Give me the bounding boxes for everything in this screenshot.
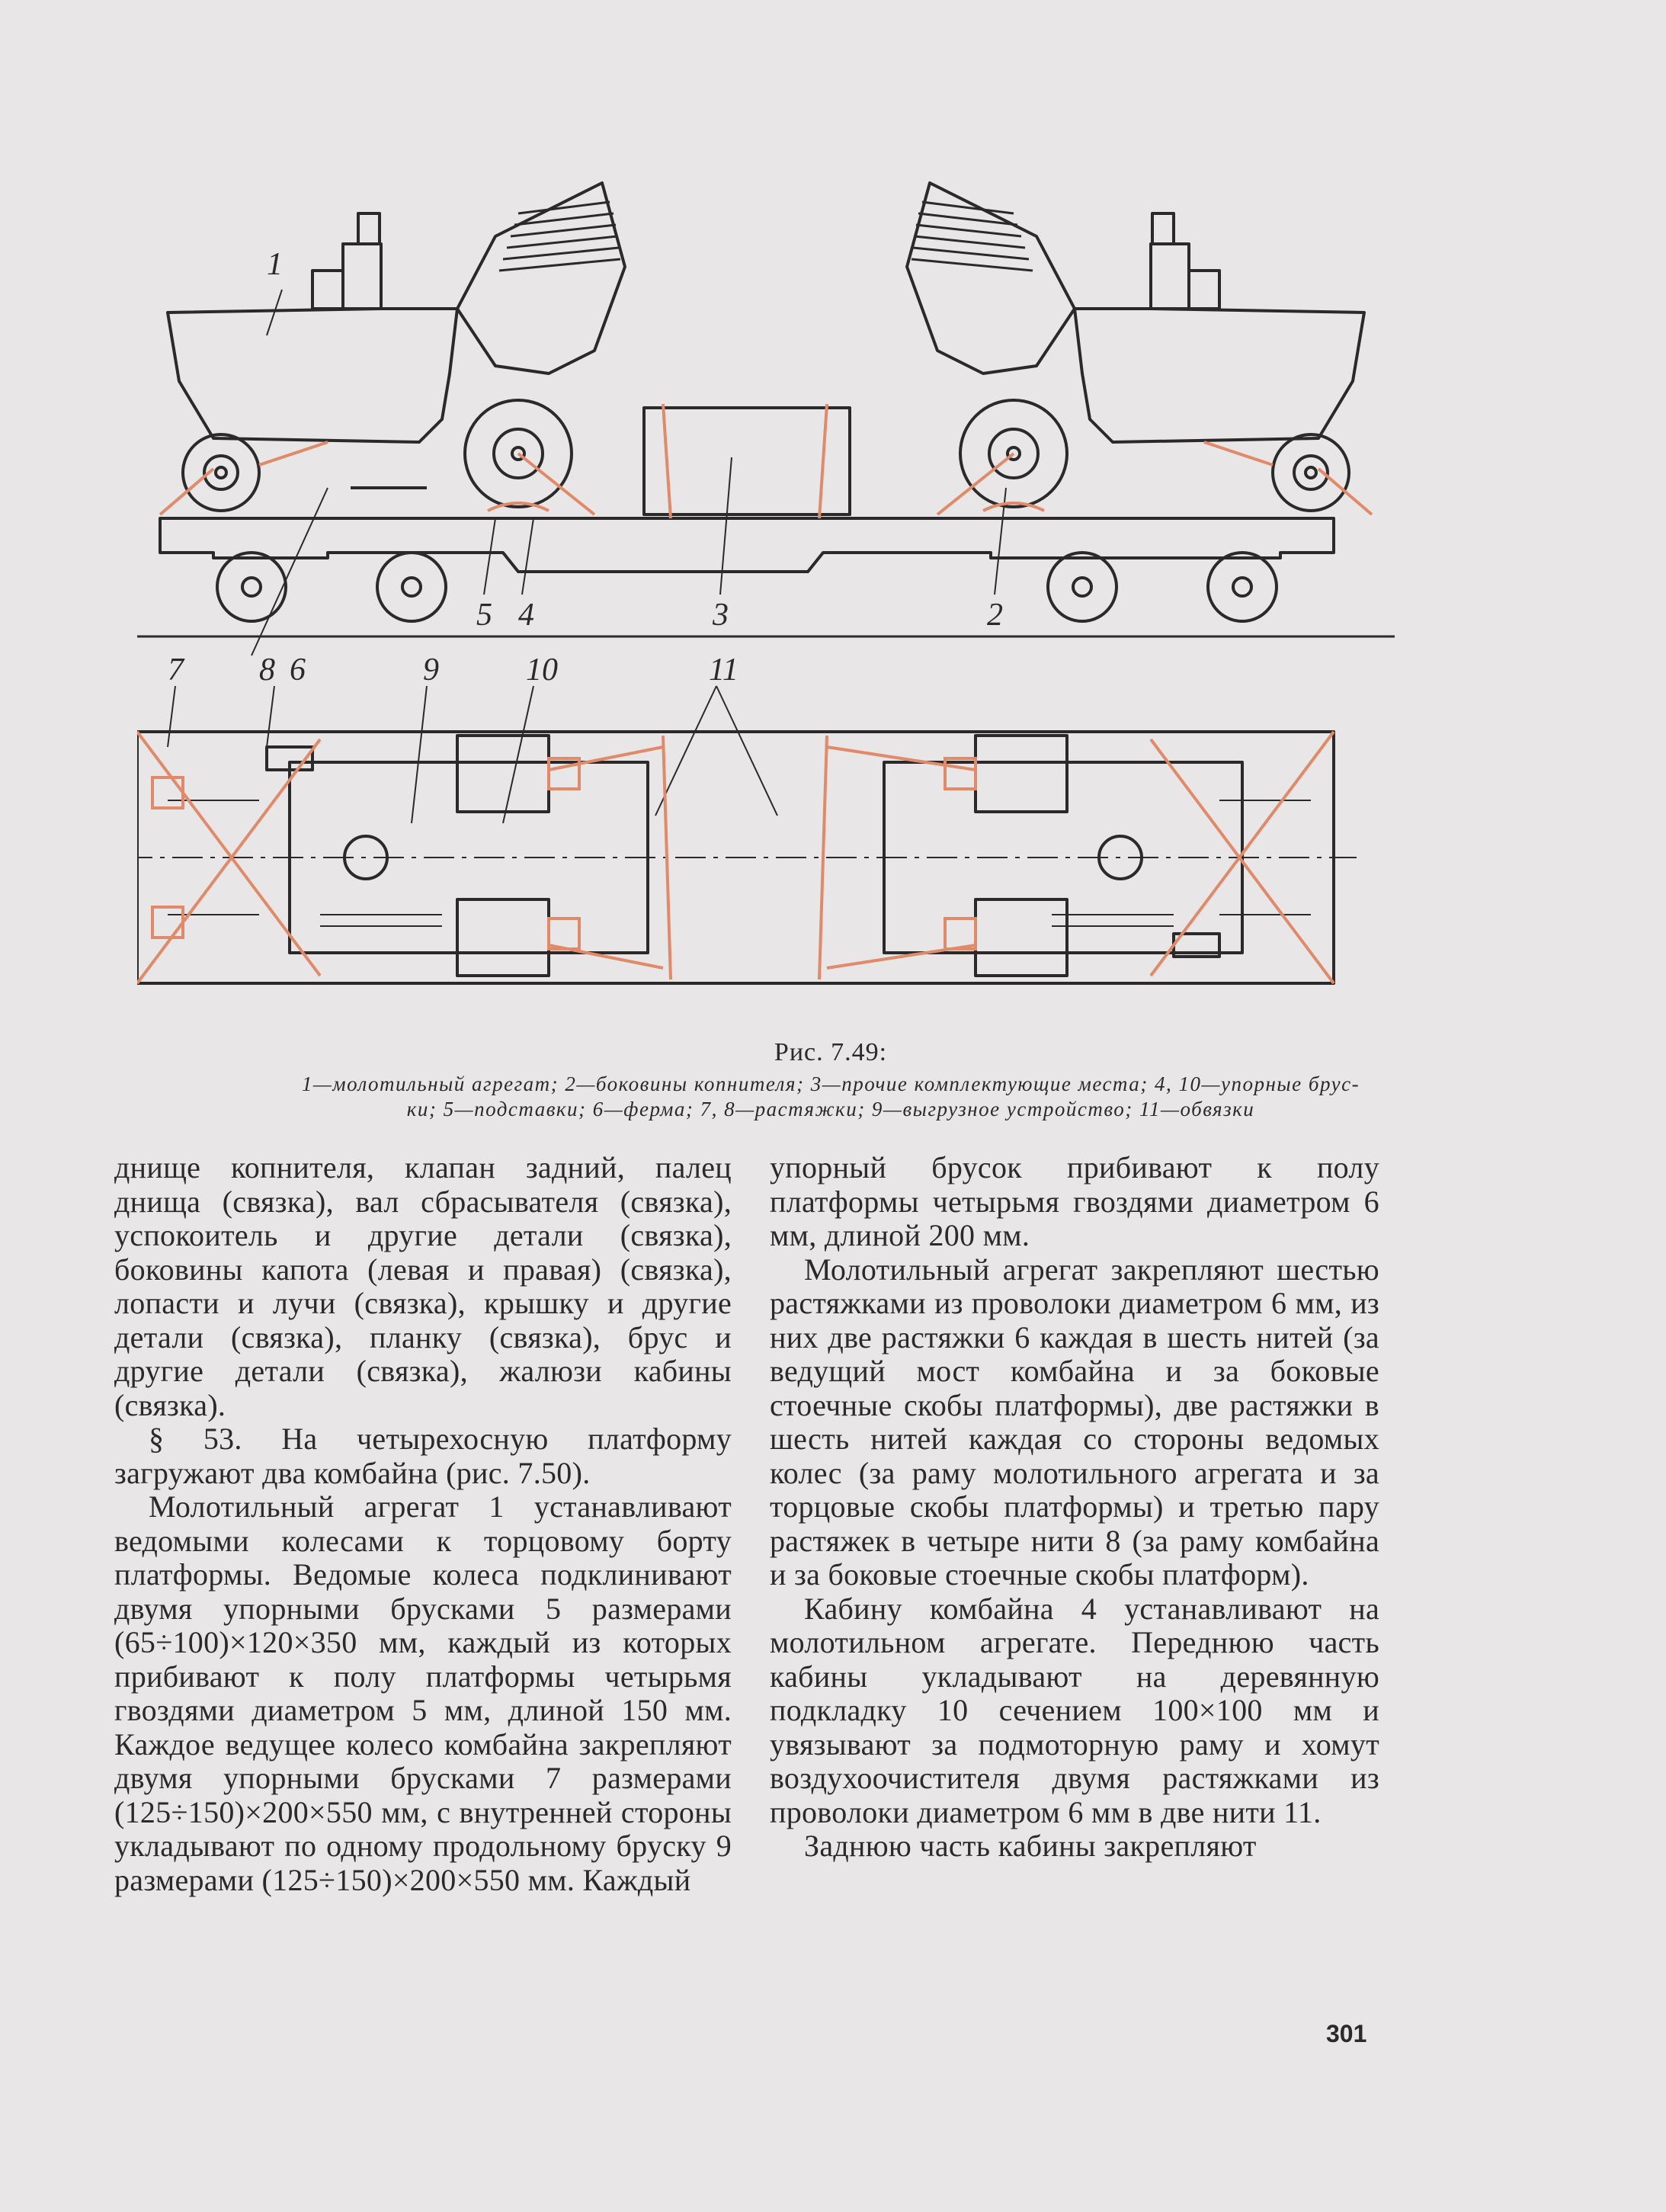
paragraph: Кабину комбайна 4 устанавливают на молотильном агрегате. Переднюю часть кабины укладывают на деревянную подкладку 10 сечением 100×100 мм и увязывают за подмоторную раму и хомут воздухоочистителя двумя растяжками из проволоки диаметром 6 мм в две нити 11. [770, 1591, 1379, 1829]
caption-legend-line-1: 1—молотильный агрегат; 2—боковины копнителя; 3—прочие комплектующие места; 4, 10—упорные брус- [301, 1072, 1360, 1095]
callout-8: 8 [259, 652, 275, 688]
callout-9: 9 [423, 652, 439, 688]
caption-legend [114, 1072, 1547, 1122]
paragraph: Молотильный агрегат закрепляют шестью растяжками из проволоки диаметром 6 мм, из них две растяжки 6 каждая в шесть нитей (за ведущий мост комбайна и за боковые стоечные скобы платформы), две растяжки в шесть нитей каждая со стороны ведомых колес (за раму молотильного агрегата и за торцовые скобы платформы) и третью пару растяжек в четыре нити 8 (за раму комбайна и за боковые стоечные скобы платформ). [770, 1252, 1379, 1592]
callout-7: 7 [168, 652, 184, 688]
figure-caption [114, 1038, 1547, 1122]
callout-3: 3 [713, 598, 729, 633]
paragraph: днище копнителя, клапан задний, палец днища (связка), вал сбрасывателя (связка), успокоитель и другие детали (связка), боковины капота (левая и правая) (связка), лопасти и лучи (связка), крышку и другие детали (связка), планку (связка), брус и другие детали (связка), жалюзи кабины (связка). [114, 1150, 732, 1422]
paragraph: упорный брусок прибивают к полу платформы четырьмя гвоздями диаметром 6 мм, длиной 200 мм. [770, 1150, 1379, 1252]
flatcar-combines-drawing [137, 168, 1395, 1021]
callout-10: 10 [526, 652, 558, 688]
callout-4: 4 [518, 598, 534, 633]
callout-11: 11 [709, 652, 738, 688]
caption-legend-line-2: ки; 5—подставки; 6—ферма; 7, 8—растяжки; 9—выгрузное устройство; 11—обвязки [406, 1098, 1255, 1120]
callout-2: 2 [987, 598, 1003, 633]
right-column [770, 1151, 1379, 1864]
caption-title: Рис. 7.49: [774, 1038, 888, 1066]
callout-5: 5 [476, 598, 492, 633]
technical-drawing [137, 168, 1395, 1021]
left-column [114, 1151, 732, 1897]
callout-1: 1 [267, 247, 283, 282]
paragraph: Заднюю часть кабины закрепляют [804, 1829, 1257, 1863]
paragraph: § 53. На четырехосную платформу загружают два комбайна (рис. 7.50). [114, 1422, 732, 1490]
page-number: 301 [1326, 2020, 1367, 2047]
paragraph: Молотильный агрегат 1 устанавливают ведомыми колесами к торцовому борту платформы. Ведомые колеса подклинивают двумя упорными брусками 5 размерами (65÷100)×120×350 мм, каждый из которых прибивают к полу платформы четырьмя гвоздями диаметром 5 мм, длиной 150 мм. Каждое ведущее колесо комбайна закрепляют двумя упорными брусками 7 размерами (125÷150)×200×550 мм, с внутренней стороны укладывают по одному продольному бруску 9 размерами (125÷150)×200×550 мм. Каждый [114, 1489, 732, 1897]
callout-6: 6 [290, 652, 306, 688]
